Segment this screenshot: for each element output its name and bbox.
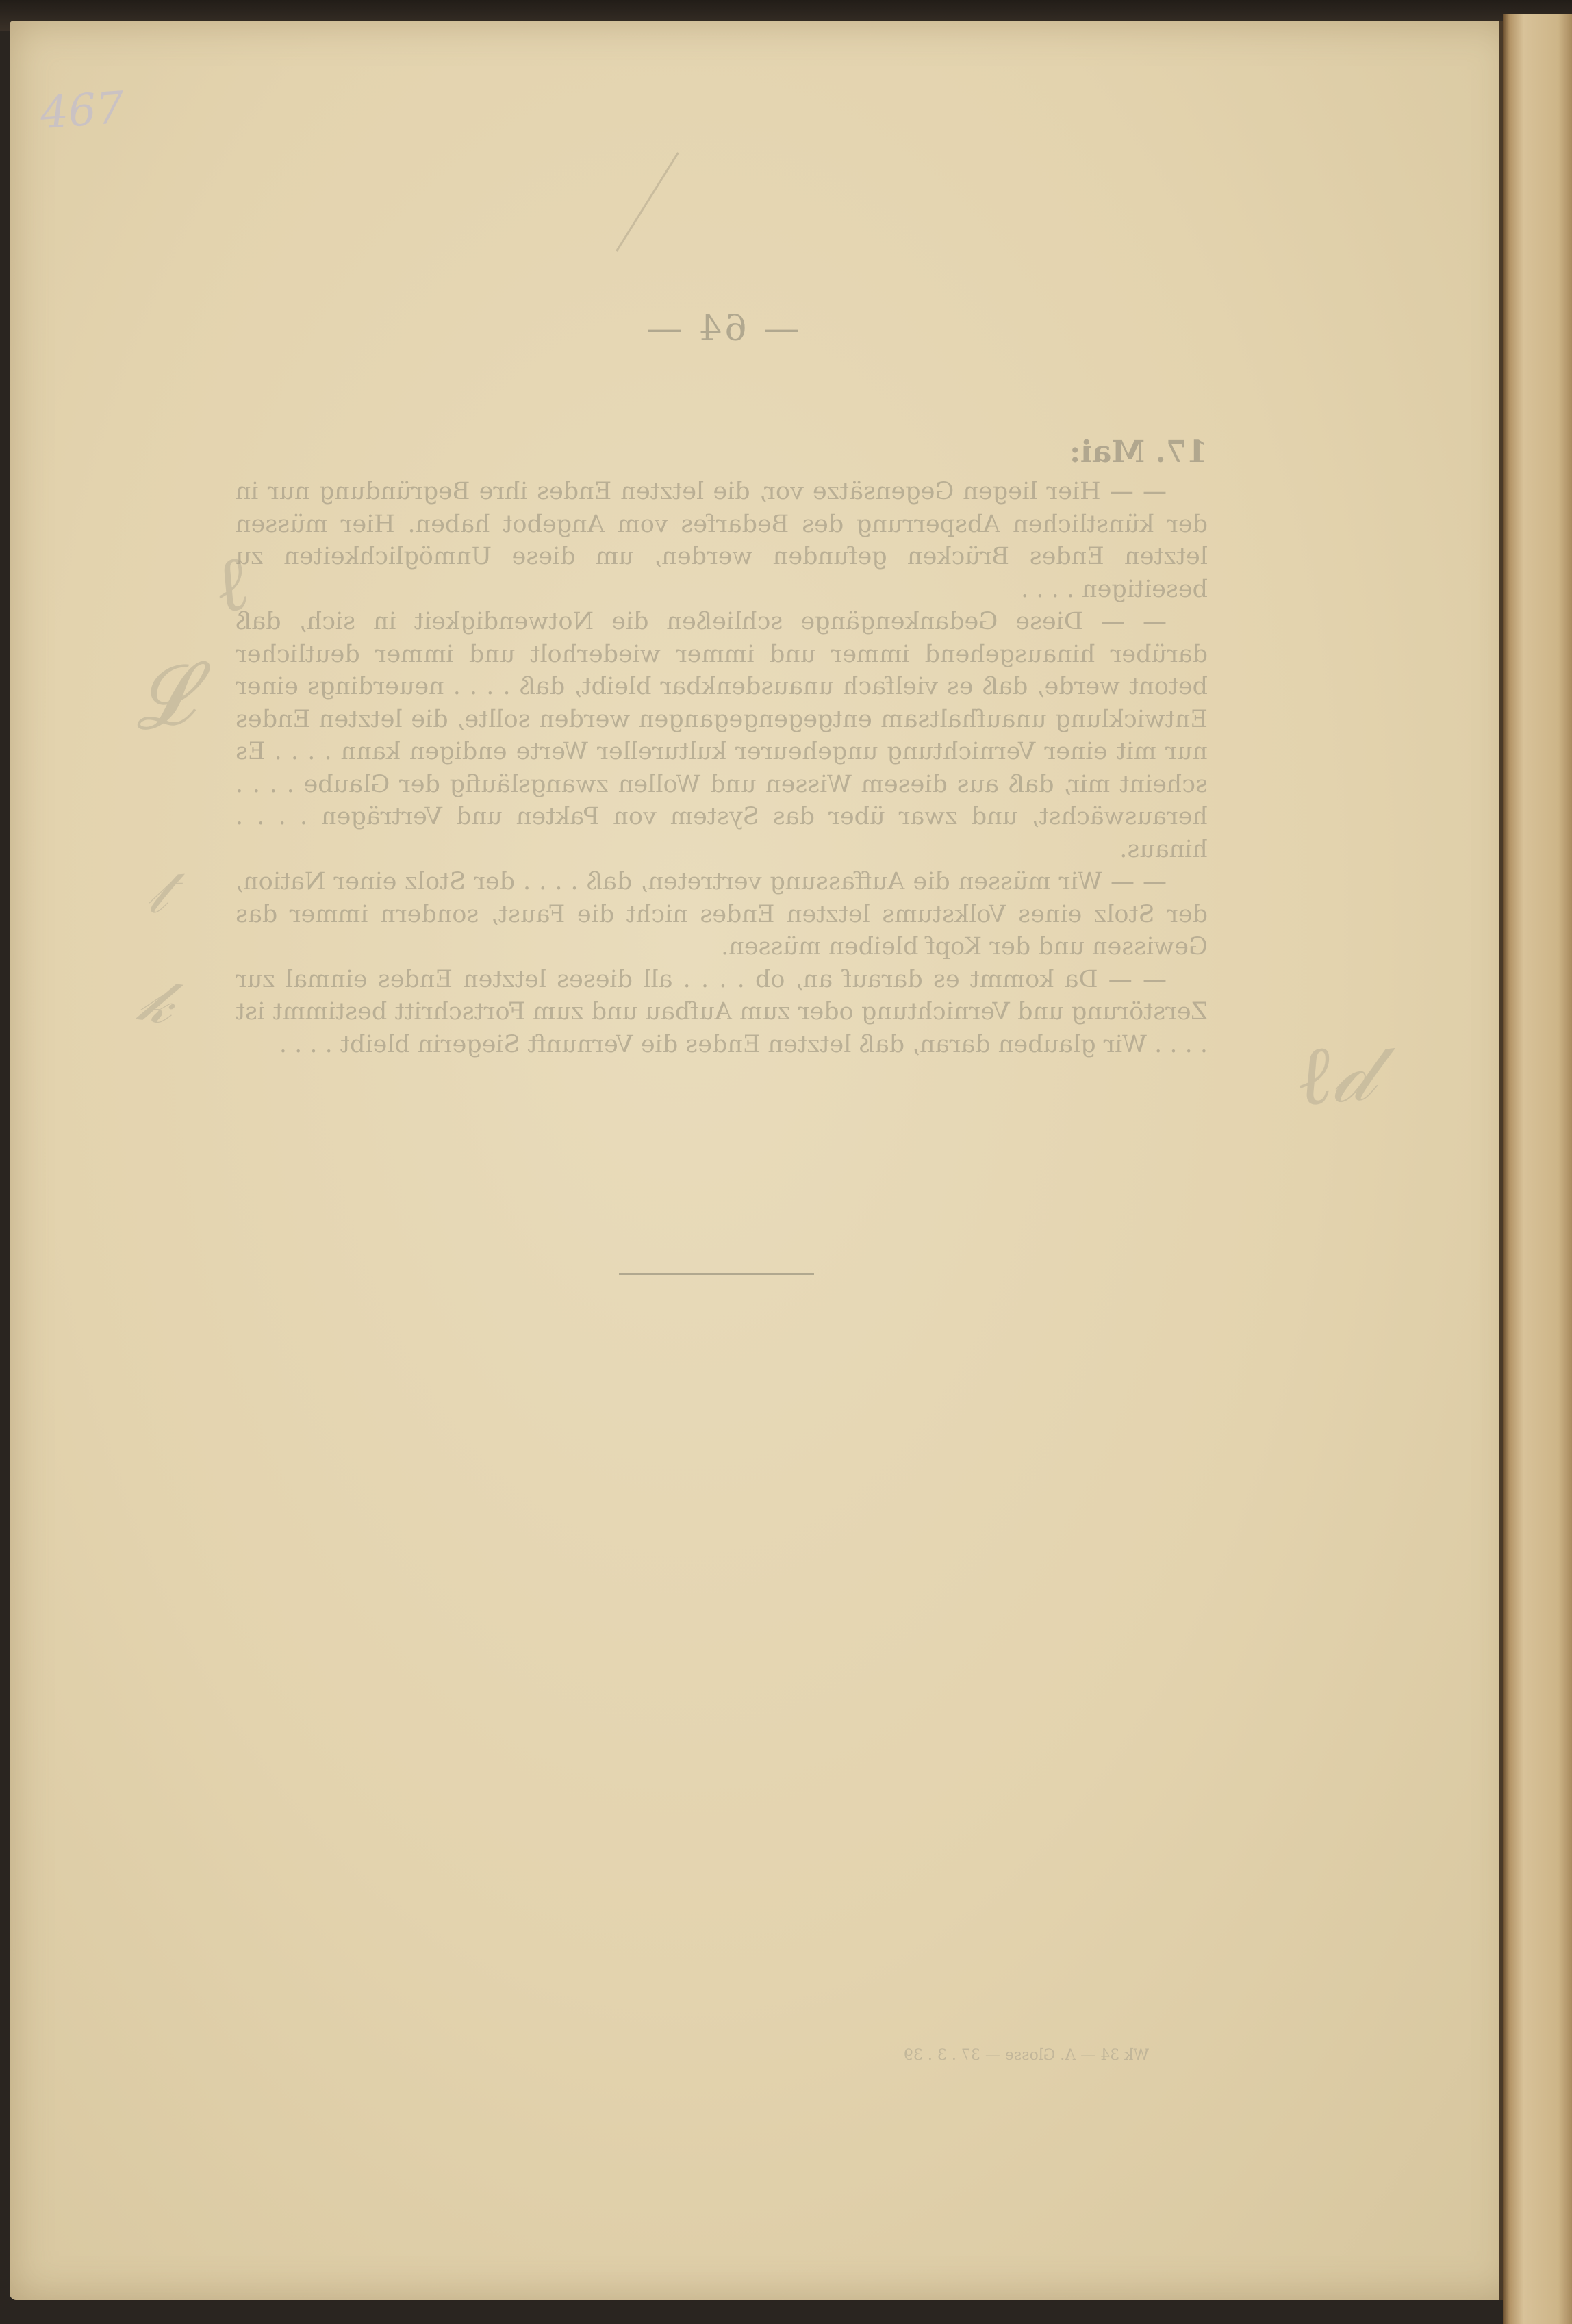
pencil-mark: 𝓀 [134, 962, 179, 1040]
paragraph: — — Hier liegen Gegensätze vor, die letzten Endes ihre Begründung nur in der künstlichen Absperrung des Bedarfes vom Angebot haben. Hier müssen letzten Endes Brücken gefunden werden, um diese Unmöglichkeiten zu beseitigen . . . . [236, 478, 1208, 603]
page-number: — 64 — [644, 308, 800, 349]
pencil-stroke [616, 152, 679, 252]
paragraph: — — Da kommt es darauf an, ob . . . . all dieses letzten Endes einmal zur Zerstörung und Vernichtung oder zum Aufbau und zum Fortschritt bestimmt ist . . . . Wir glauben daran, daß letzten Endes die Vernunft Siegerin bleibt . . . . [236, 965, 1208, 1058]
pencil-mark: ℓ𝒹 [1293, 1023, 1377, 1125]
footer-print: Wk 34 — A. Glosse — 37 . 3 . 39 [903, 2047, 1150, 2064]
paragraph: — — Wir müssen die Auffassung vertreten, daß . . . . der Stolz einer Nation, der Stolz eines Volkstums letzten Endes nicht die Faust, sondern immer das Gewissen und der Kopf bleiben müssen. [236, 868, 1208, 960]
pencil-mark: 𝓛 [126, 646, 199, 750]
paragraph: — — Diese Gedankengänge schließen die Notwendigkeit in sich, daß darüber hinausgehend immer und immer wiederholt und immer deutlicher betont werde, daß es vielfach unausdenkbar bleibt, daß . . . . neuerdings einer Entwicklung unaufhaltsam entgegengegangen werden sollte, die letzten Endes nur mit einer Vernichtung ungeheurer kultureller Werte endigen kann . . . . Es scheint mir, daß aus diesem Wissen und Wollen zwangsläufig der Glaube . . . . herauswächst, und zwar über das System von Pakten und Verträgen . . . . hinaus. [236, 608, 1208, 863]
body-text [236, 476, 1208, 1061]
section-rule [619, 1273, 814, 1275]
pencil-mark: 𝓉 [147, 856, 168, 928]
bleed-through-text [236, 301, 1208, 1157]
handwritten-folio-number: 467 [38, 82, 126, 140]
document-page [10, 21, 1516, 2300]
next-page-edge [1503, 14, 1572, 2324]
pencil-mark: ℓ [204, 538, 257, 631]
date-heading: 17. Mai: [1069, 435, 1208, 470]
